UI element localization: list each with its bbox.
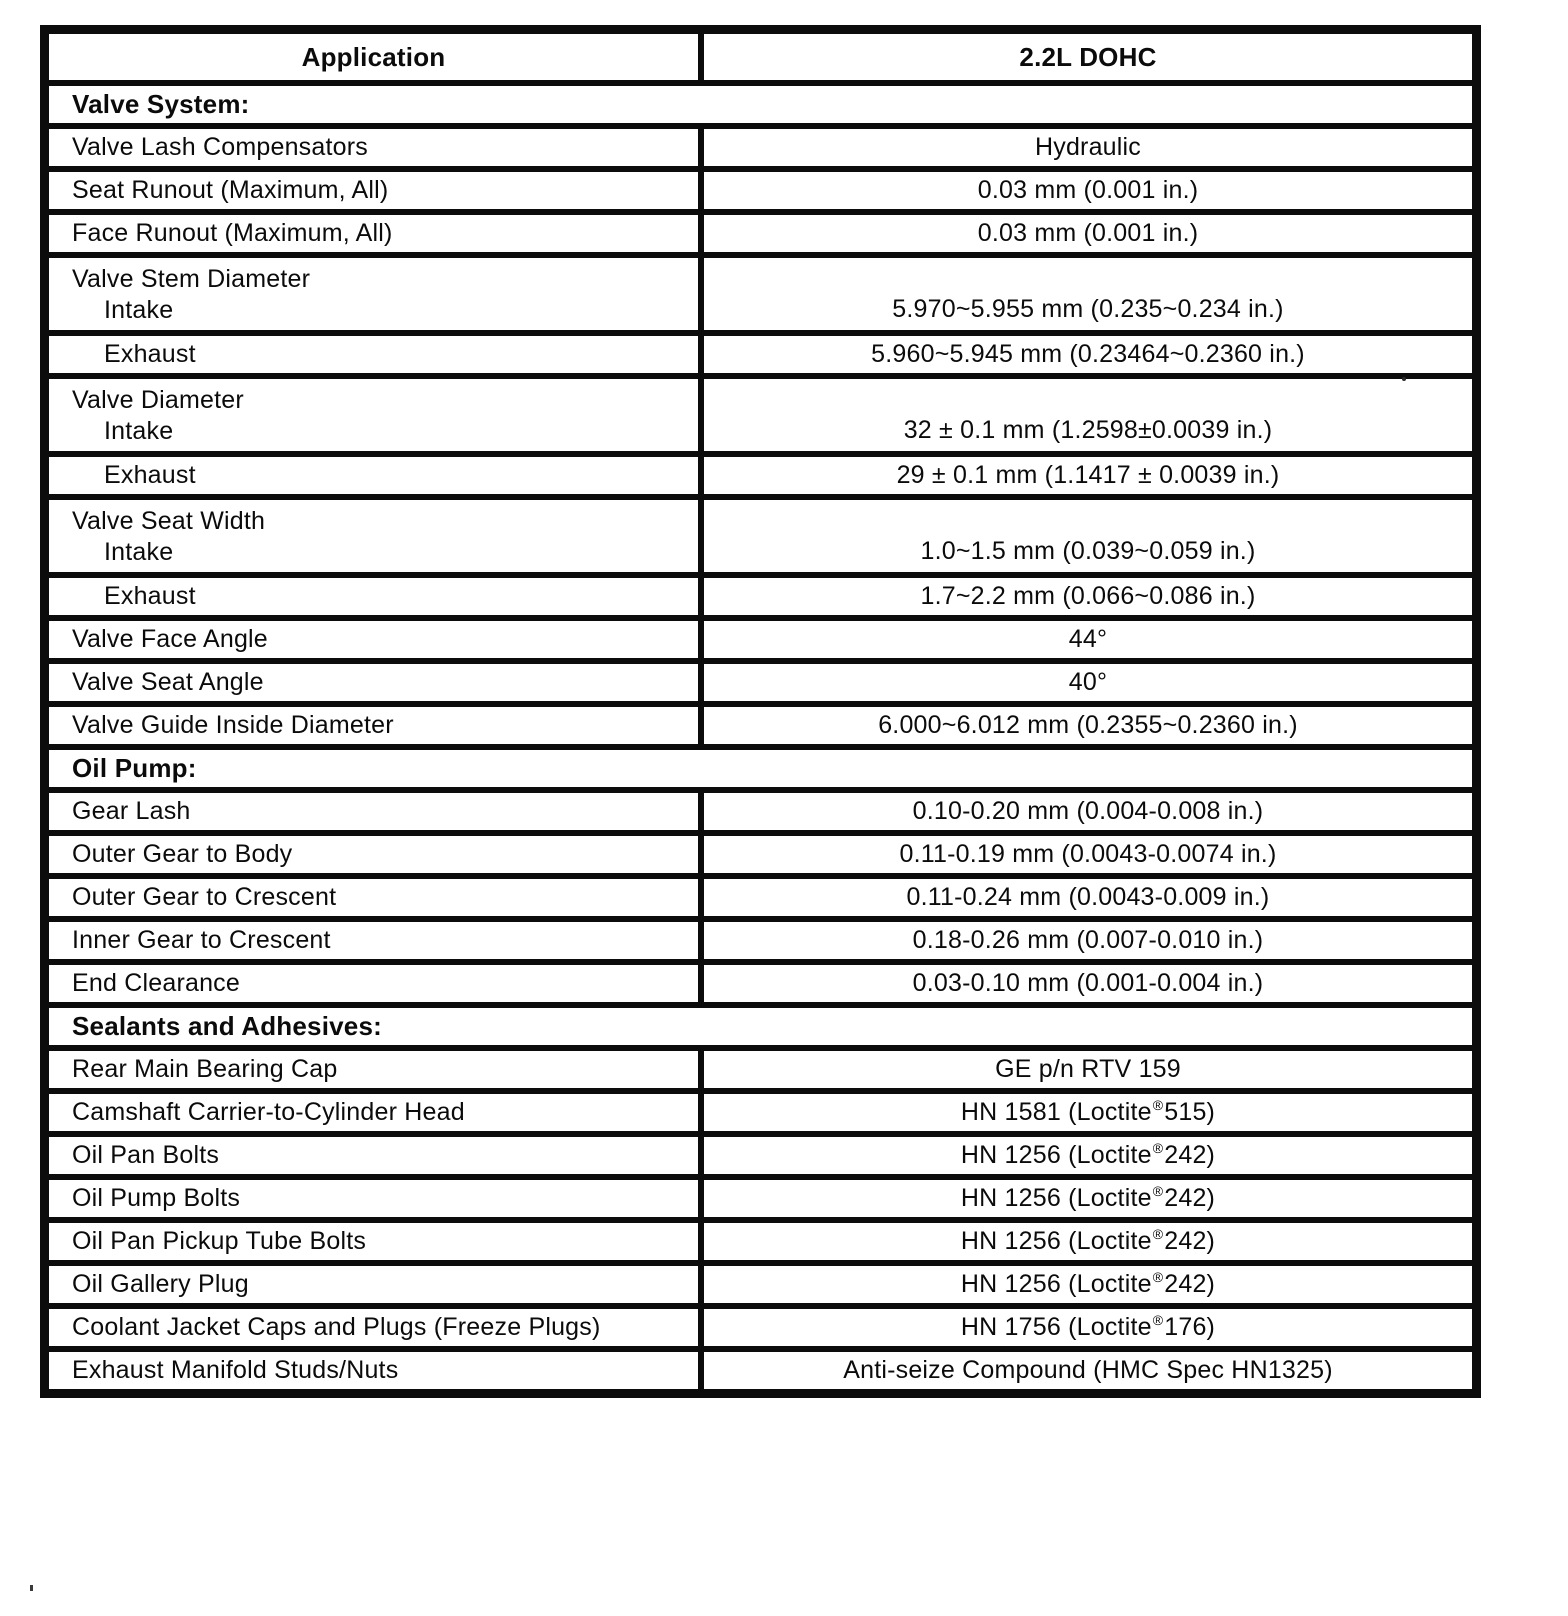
spec-label: Exhaust (49, 457, 704, 494)
section-label: Oil Pump: (72, 753, 197, 783)
spec-label: Oil Pan Bolts (49, 1137, 704, 1174)
engine-spec-table (40, 25, 1481, 1398)
spec-value: 0.18-0.26 mm (0.007-0.010 in.) (912, 926, 1264, 954)
spec-label: Gear Lash (49, 793, 704, 830)
spec-label: Oil Pan Pickup Tube Bolts (49, 1223, 704, 1260)
spec-row (49, 615, 1472, 658)
spec-value: 29 ± 0.1 mm (1.1417 ± 0.0039 in.) (896, 461, 1280, 489)
spec-label: Outer Gear to Crescent (49, 879, 704, 916)
spec-value: 6.000~6.012 mm (0.2355~0.2360 in.) (878, 711, 1298, 739)
spec-value: 40° (1068, 668, 1108, 696)
scan-speck (1402, 377, 1406, 381)
spec-sublabel: Intake (104, 296, 174, 324)
spec-value: 0.11-0.24 mm (0.0043-0.009 in.) (906, 883, 1270, 911)
spec-value: Anti-seize Compound (HMC Spec HN1325) (843, 1356, 1333, 1384)
spec-value: 44° (1068, 625, 1108, 653)
spec-value: HN 1256 (Loctite ® 242) (960, 1225, 1216, 1255)
spec-label: Face Runout (Maximum, All) (49, 215, 704, 252)
spec-label: Camshaft Carrier-to-Cylinder Head (49, 1094, 704, 1131)
spec-value: 0.03 mm (0.001 in.) (977, 176, 1199, 204)
spec-row (49, 451, 1472, 494)
spec-label: End Clearance (49, 965, 704, 1002)
spec-row (49, 1174, 1472, 1217)
spec-row-grouped (49, 252, 1472, 330)
spec-row (49, 572, 1472, 615)
spec-value: Hydraulic (1035, 133, 1141, 161)
spec-group-title: Valve Diameter (72, 386, 244, 414)
spec-row (49, 787, 1472, 830)
spec-label: Valve Guide Inside Diameter (49, 707, 704, 744)
spec-row (49, 1260, 1472, 1303)
spec-value: HN 1256 (Loctite ® 242) (960, 1139, 1216, 1169)
section-header-row (49, 1002, 1472, 1045)
spec-label: Coolant Jacket Caps and Plugs (Freeze Plugs) (49, 1309, 704, 1346)
spec-label-group (49, 258, 704, 330)
spec-row (49, 166, 1472, 209)
spec-row (49, 1088, 1472, 1131)
spec-value: HN 1756 (Loctite ® 176) (960, 1311, 1216, 1341)
spec-group-title: Valve Seat Width (72, 507, 266, 535)
spec-row (49, 701, 1472, 744)
spec-table-body (49, 80, 1472, 1389)
section-label: Valve System: (72, 89, 250, 119)
spec-label: Exhaust (49, 578, 704, 615)
spec-label-group (49, 379, 704, 451)
spec-row (49, 123, 1472, 166)
spec-label: Outer Gear to Body (49, 836, 704, 873)
header-application-column: Application (49, 34, 704, 80)
section-label: Sealants and Adhesives: (72, 1011, 382, 1041)
scan-speck (30, 1585, 33, 1591)
spec-value: HN 1256 (Loctite ® 242) (960, 1268, 1216, 1298)
spec-label: Oil Pump Bolts (49, 1180, 704, 1217)
spec-row (49, 1217, 1472, 1260)
spec-row (49, 830, 1472, 873)
spec-row (49, 1045, 1472, 1088)
spec-row (49, 209, 1472, 252)
spec-row (49, 1131, 1472, 1174)
table-header-row (49, 34, 1472, 80)
spec-label: Valve Seat Angle (49, 664, 704, 701)
spec-row-grouped (49, 373, 1472, 451)
spec-sublabel: Intake (104, 417, 174, 445)
spec-label: Exhaust (49, 336, 704, 373)
spec-row (49, 959, 1472, 1002)
spec-row (49, 658, 1472, 701)
spec-row (49, 1303, 1472, 1346)
spec-value: 0.10-0.20 mm (0.004-0.008 in.) (912, 797, 1264, 825)
spec-row (49, 916, 1472, 959)
spec-row-grouped (49, 494, 1472, 572)
spec-value: 5.970~5.955 mm (0.235~0.234 in.) (892, 295, 1284, 323)
spec-value: 5.960~5.945 mm (0.23464~0.2360 in.) (871, 340, 1305, 368)
spec-label: Valve Lash Compensators (49, 129, 704, 166)
spec-label: Oil Gallery Plug (49, 1266, 704, 1303)
spec-value: 0.03 mm (0.001 in.) (977, 219, 1199, 247)
spec-label: Exhaust Manifold Studs/Nuts (49, 1352, 704, 1389)
spec-value: GE p/n RTV 159 (995, 1055, 1181, 1083)
spec-row (49, 330, 1472, 373)
spec-label: Rear Main Bearing Cap (49, 1051, 704, 1088)
spec-label: Inner Gear to Crescent (49, 922, 704, 959)
spec-row (49, 873, 1472, 916)
spec-value: 1.7~2.2 mm (0.066~0.086 in.) (920, 582, 1256, 610)
spec-row (49, 1346, 1472, 1389)
spec-value: HN 1581 (Loctite ® 515) (960, 1096, 1216, 1126)
spec-label-group (49, 500, 704, 572)
section-header-row (49, 80, 1472, 123)
spec-value: 0.03-0.10 mm (0.001-0.004 in.) (912, 969, 1264, 997)
section-header-row (49, 744, 1472, 787)
spec-group-title: Valve Stem Diameter (72, 265, 311, 293)
spec-value: 0.11-0.19 mm (0.0043-0.0074 in.) (899, 840, 1277, 868)
spec-value: 32 ± 0.1 mm (1.2598±0.0039 in.) (903, 416, 1273, 444)
spec-value: HN 1256 (Loctite ® 242) (960, 1182, 1216, 1212)
spec-sublabel: Intake (104, 538, 174, 566)
spec-value: 1.0~1.5 mm (0.039~0.059 in.) (920, 537, 1256, 565)
spec-label: Valve Face Angle (49, 621, 704, 658)
header-engine-column: 2.2L DOHC (1019, 41, 1157, 72)
spec-label: Seat Runout (Maximum, All) (49, 172, 704, 209)
